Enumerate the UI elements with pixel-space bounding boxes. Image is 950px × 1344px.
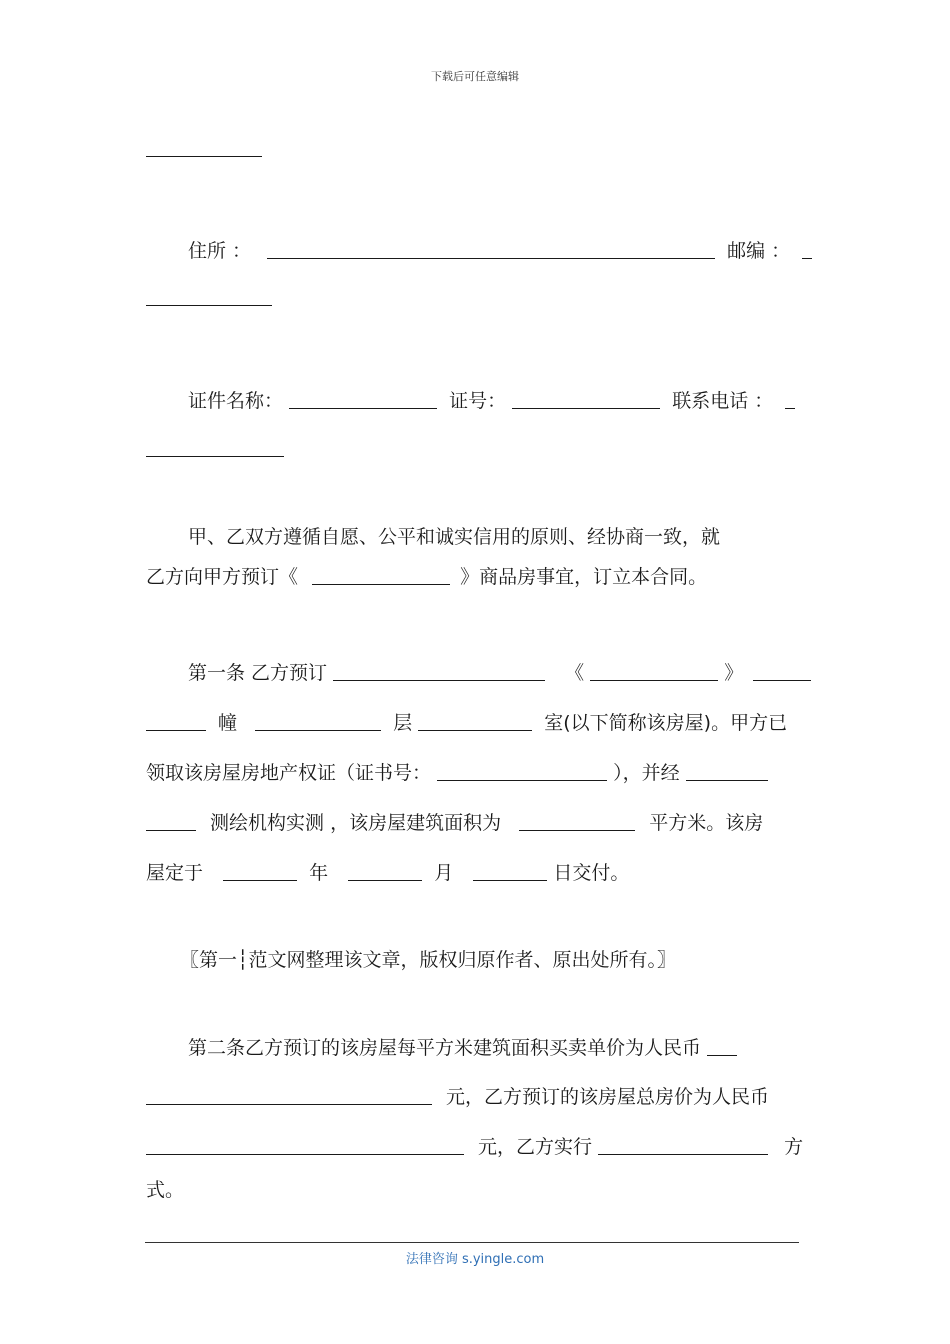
para1-text-b: 》商品房事宜，订立本合同。 — [460, 566, 708, 588]
art1-building-label: 幢 — [218, 712, 238, 734]
art1-line4 — [146, 810, 763, 835]
phone-blank-line — [146, 436, 284, 461]
footer-link[interactable]: 法律咨询 s.yingle.com — [405, 1252, 545, 1267]
art2-line1 — [188, 1035, 737, 1060]
residence-blank — [267, 238, 715, 259]
postcode-label: 邮编 ： — [727, 240, 791, 262]
art1-line1 — [188, 660, 811, 685]
art1-text-b: 《 — [565, 662, 585, 684]
copyright-notice: 〖第一┆范文网整理该文章，版权归原作者、原出处所有。〗 — [180, 949, 676, 971]
art1-text-c: 》 — [724, 662, 744, 684]
art2-line4: 式。 — [146, 1179, 185, 1201]
art2-text-1: 第二条乙方预订的该房屋每平方米建筑面积买卖单价为人民币 — [188, 1037, 702, 1059]
art1-day: 日交付。 — [553, 862, 630, 884]
art1-delivery: 屋定于 — [146, 862, 204, 884]
art1-cert-b: ），并经 — [613, 762, 680, 784]
art1-month: 月 — [434, 862, 454, 884]
art1-line5 — [146, 860, 629, 885]
para1-line1: 甲、乙双方遵循自愿、公平和诚实信用的原则、经协商一致，就 — [188, 526, 721, 548]
art1-area: 平方米。该房 — [649, 812, 764, 834]
footer-divider — [145, 1242, 799, 1243]
art2-line2 — [146, 1084, 769, 1109]
art1-cert-a: 领取该房屋房地产权证（证书号： — [146, 762, 432, 784]
residence-line — [188, 238, 812, 263]
residence-label: 住所 ： — [188, 240, 252, 262]
id-name-label: 证件名称： — [188, 390, 284, 412]
art1-line3 — [146, 760, 768, 785]
header-note: 下载后可任意编辑 — [431, 70, 519, 83]
art1-year: 年 — [309, 862, 329, 884]
blank-line-top — [146, 136, 262, 161]
art2-line3 — [146, 1134, 803, 1159]
art1-floor-label: 层 — [393, 712, 413, 734]
art2-text-3b: 方 — [784, 1136, 804, 1158]
art2-text-2: 元，乙方预订的该房屋总房价为人民币 — [446, 1086, 770, 1108]
art1-room-label: 室(以下简称该房屋)。甲方已 — [544, 712, 788, 734]
art1-survey: 测绘机构实测 ，该房屋建筑面积为 — [210, 812, 502, 834]
phone-label: 联系电话 ： — [672, 390, 774, 412]
postcode-blank-line — [146, 285, 272, 310]
id-no-label: 证号： — [449, 390, 507, 412]
id-line — [188, 388, 795, 413]
art1-text-a: 第一条 乙方预订 — [188, 662, 328, 684]
para1-text-a: 乙方向甲方预订《 — [146, 566, 299, 588]
para1-line2 — [146, 564, 707, 589]
art1-line2 — [146, 710, 787, 735]
art2-text-3a: 元，乙方实行 — [478, 1136, 593, 1158]
